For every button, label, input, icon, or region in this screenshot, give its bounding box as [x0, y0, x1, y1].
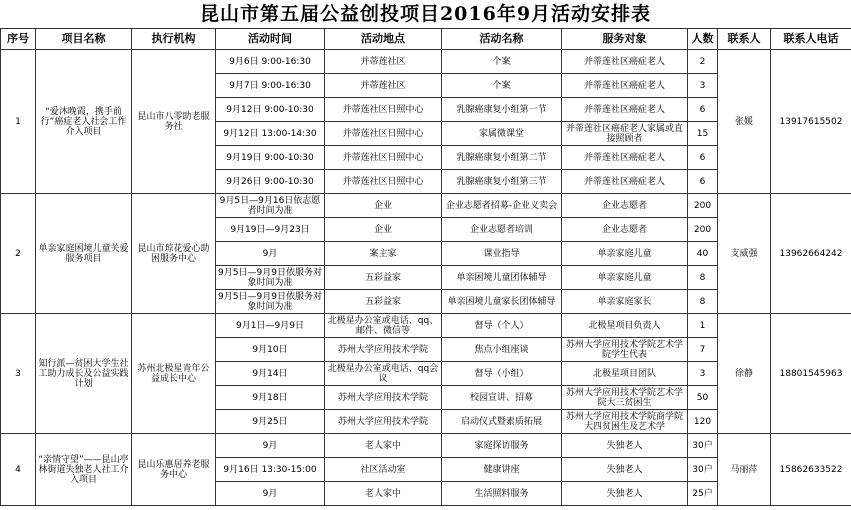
cell-target: 并蒂莲社区癌症老人 [562, 170, 688, 194]
cell-place: 案主家 [325, 242, 442, 266]
cell-activity: 乳腺癌康复小组第一节 [442, 98, 562, 122]
header-count: 人数 [688, 29, 718, 50]
cell-target: 苏州大学应用技术学院商学院大四贫困生及艺术学 [562, 410, 688, 434]
table-row [1, 50, 851, 74]
cell-target: 失独老人 [562, 458, 688, 482]
cell-count: 15 [688, 122, 718, 146]
cell-time: 9月5日—9月9日依服务对象时间为准 [216, 290, 325, 314]
cell-count: 200 [688, 218, 718, 242]
cell-activity: 单亲困境儿童团体辅导 [442, 266, 562, 290]
cell-time: 9月10日 [216, 338, 325, 362]
cell-time: 9月16日 13:30-15:00 [216, 458, 325, 482]
cell-place: 苏州大学应用技术学院 [325, 338, 442, 362]
cell-time: 9月14日 [216, 362, 325, 386]
cell-place: 社区活动室 [325, 458, 442, 482]
cell-time: 9月19日—9月23日 [216, 218, 325, 242]
cell-count: 8 [688, 266, 718, 290]
cell-count: 30户 [688, 458, 718, 482]
cell-count: 200 [688, 194, 718, 218]
cell-activity: 生活照料服务 [442, 482, 562, 506]
header-target: 服务对象 [562, 29, 688, 50]
group-org: 昆山市琼花爱心助困服务中心 [132, 194, 216, 314]
page-title: 昆山市第五届公益创投项目2016年9月活动安排表 [199, 3, 652, 25]
group-phone: 15862633522 [771, 434, 851, 506]
cell-place: 老人家中 [325, 482, 442, 506]
group-project: “爱沐晚霞，携手前行”癌症老人社会工作介入项目 [36, 50, 132, 194]
cell-target: 并蒂莲社区癌症老人 [562, 98, 688, 122]
cell-activity: 督导（个人） [442, 314, 562, 338]
cell-count: 6 [688, 98, 718, 122]
cell-count: 3 [688, 74, 718, 98]
header-activity: 活动名称 [442, 29, 562, 50]
cell-time: 9月1日—9月9日 [216, 314, 325, 338]
cell-activity: 乳腺癌康复小组第三节 [442, 170, 562, 194]
header-org: 执行机构 [132, 29, 216, 50]
cell-target: 单亲家庭儿童 [562, 242, 688, 266]
cell-count: 6 [688, 146, 718, 170]
cell-target: 并蒂莲社区癌症老人 [562, 50, 688, 74]
cell-place: 并蒂莲社区日照中心 [325, 146, 442, 170]
cell-count: 25户 [688, 482, 718, 506]
cell-place: 苏州大学应用技术学院 [325, 386, 442, 410]
header-contact: 联系人 [718, 29, 771, 50]
cell-activity: 个案 [442, 50, 562, 74]
table-row [1, 314, 851, 338]
cell-target: 苏州大学应用技术学院艺术学院大三贫困生 [562, 386, 688, 410]
cell-target: 企业志愿者 [562, 194, 688, 218]
cell-target: 失独老人 [562, 482, 688, 506]
group-phone: 18801545963 [771, 314, 851, 434]
cell-activity: 校园宣讲、招募 [442, 386, 562, 410]
cell-place: 并蒂莲社区 [325, 50, 442, 74]
table-row [1, 194, 851, 218]
cell-target: 企业志愿者 [562, 218, 688, 242]
cell-place: 并蒂莲社区 [325, 74, 442, 98]
header-time: 活动时间 [216, 29, 325, 50]
cell-activity: 督导（小组） [442, 362, 562, 386]
group-seq: 1 [1, 50, 36, 194]
cell-time: 9月25日 [216, 410, 325, 434]
cell-time: 9月 [216, 242, 325, 266]
group-contact: 马丽萍 [718, 434, 771, 506]
schedule-table [0, 28, 851, 506]
cell-target: 北极星项目负责人 [562, 314, 688, 338]
cell-activity: 企业志愿者招募-企业义卖会 [442, 194, 562, 218]
group-contact: 张媛 [718, 50, 771, 194]
cell-time: 9月5日—9月16日依志愿者时间为准 [216, 194, 325, 218]
group-phone: 13962664242 [771, 194, 851, 314]
cell-activity: 乳腺癌康复小组第二节 [442, 146, 562, 170]
cell-activity: 启动仪式暨素质拓展 [442, 410, 562, 434]
header-seq: 序号 [1, 29, 36, 50]
cell-activity: 单亲困境儿童家长团体辅导 [442, 290, 562, 314]
group-project: “亲情守望”——昆山亭林街道失独老人社工介入项目 [36, 434, 132, 506]
cell-time: 9月 [216, 434, 325, 458]
cell-target: 北极星项目团队 [562, 362, 688, 386]
cell-time: 9月19日 9:00-10:30 [216, 146, 325, 170]
cell-count: 30户 [688, 434, 718, 458]
cell-count: 120 [688, 410, 718, 434]
cell-time: 9月6日 9:00-16:30 [216, 50, 325, 74]
cell-time: 9月12日 9:00-10:30 [216, 98, 325, 122]
group-contact: 徐静 [718, 314, 771, 434]
cell-target: 并蒂莲社区癌症老人 [562, 74, 688, 98]
cell-place: 并蒂莲社区日照中心 [325, 170, 442, 194]
cell-target: 苏州大学应用技术学院艺术学院学生代表 [562, 338, 688, 362]
table-row [1, 434, 851, 458]
cell-count: 50 [688, 386, 718, 410]
header-project: 项目名称 [36, 29, 132, 50]
group-seq: 2 [1, 194, 36, 314]
group-org: 昆山乐惠居养老服务中心 [132, 434, 216, 506]
cell-activity: 个案 [442, 74, 562, 98]
cell-target: 并蒂莲社区癌症老人 [562, 146, 688, 170]
cell-time: 9月5日—9月9日依服务对象时间为准 [216, 266, 325, 290]
cell-count: 3 [688, 362, 718, 386]
cell-count: 40 [688, 242, 718, 266]
group-project: 知行派—贫困大学生社工助力成长及公益实践计划 [36, 314, 132, 434]
cell-place: 企业 [325, 194, 442, 218]
group-phone: 13917615502 [771, 50, 851, 194]
cell-target: 单亲家庭家长 [562, 290, 688, 314]
header-phone: 联系人电话 [771, 29, 851, 50]
cell-count: 7 [688, 338, 718, 362]
cell-target: 失独老人 [562, 434, 688, 458]
cell-count: 1 [688, 314, 718, 338]
group-seq: 4 [1, 434, 36, 506]
header-row [1, 29, 851, 50]
cell-place: 苏州大学应用技术学院 [325, 410, 442, 434]
cell-place: 企业 [325, 218, 442, 242]
cell-count: 2 [688, 50, 718, 74]
cell-count: 6 [688, 170, 718, 194]
cell-activity: 企业志愿者培训 [442, 218, 562, 242]
cell-place: 并蒂莲社区日照中心 [325, 122, 442, 146]
group-contact: 支威强 [718, 194, 771, 314]
cell-target: 并蒂莲社区癌症老人家属或直接照顾者 [562, 122, 688, 146]
cell-activity: 焦点小组座谈 [442, 338, 562, 362]
cell-time: 9月26日 9:00-10:30 [216, 170, 325, 194]
cell-time: 9月7日 9:00-16:30 [216, 74, 325, 98]
cell-time: 9月18日 [216, 386, 325, 410]
cell-place: 五彩益家 [325, 290, 442, 314]
cell-count: 8 [688, 290, 718, 314]
cell-activity: 家属微课堂 [442, 122, 562, 146]
group-project: 单亲家庭困境儿童关爱服务项目 [36, 194, 132, 314]
cell-activity: 家庭探访服务 [442, 434, 562, 458]
cell-place: 五彩益家 [325, 266, 442, 290]
header-place: 活动地点 [325, 29, 442, 50]
group-org: 昆山市八零助老服务社 [132, 50, 216, 194]
cell-time: 9月 [216, 482, 325, 506]
cell-activity: 健康讲座 [442, 458, 562, 482]
cell-activity: 课业指导 [442, 242, 562, 266]
cell-place: 北极星办公室或电话、qq、邮件、微信等 [325, 314, 442, 338]
cell-target: 单亲家庭儿童 [562, 266, 688, 290]
cell-place: 北极星办公室或电话、qq会议 [325, 362, 442, 386]
group-seq: 3 [1, 314, 36, 434]
cell-time: 9月12日 13:00-14:30 [216, 122, 325, 146]
cell-place: 并蒂莲社区日照中心 [325, 98, 442, 122]
cell-place: 老人家中 [325, 434, 442, 458]
group-org: 苏州北极星青年公益成长中心 [132, 314, 216, 434]
